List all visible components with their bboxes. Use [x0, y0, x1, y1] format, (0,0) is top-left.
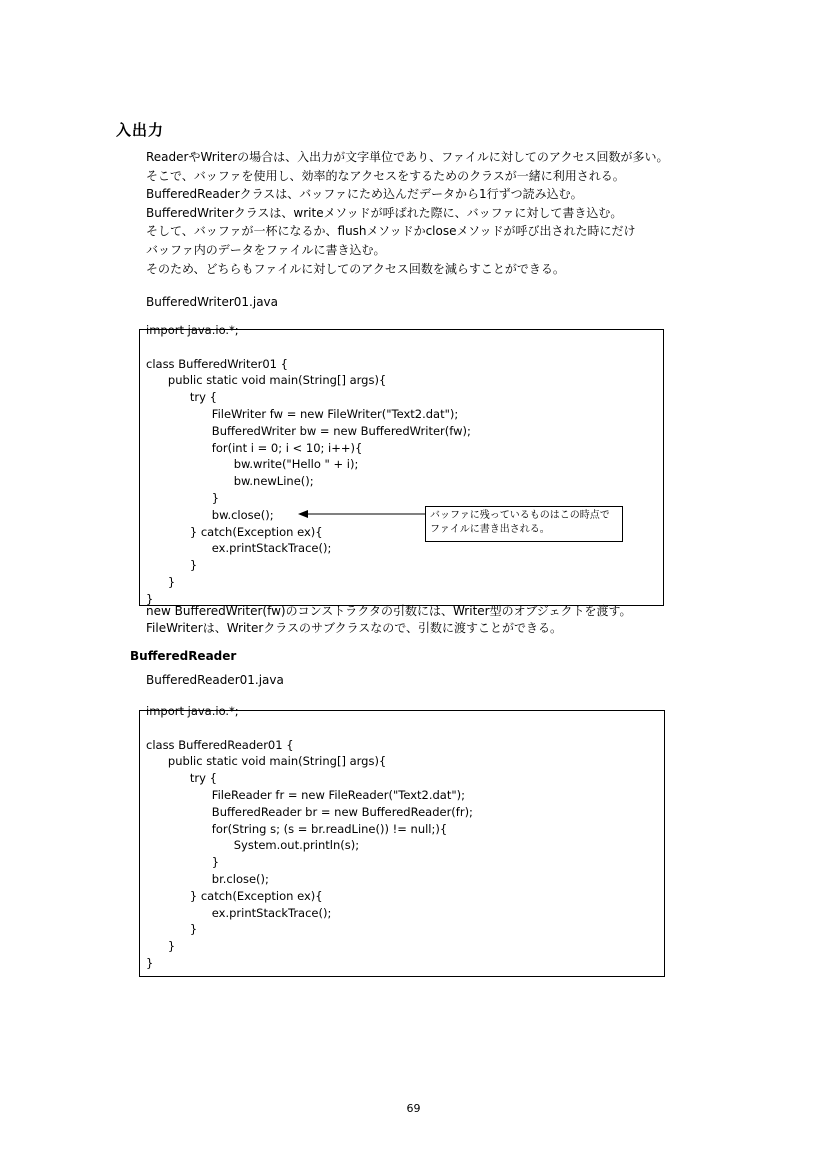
- code-line: try {: [146, 771, 217, 786]
- code-line: bw.write("Hello " + i);: [146, 457, 359, 472]
- page-number: 69: [406, 1102, 421, 1115]
- code-line: import java.io.*;: [146, 704, 239, 718]
- code-line: }: [146, 855, 220, 870]
- intro-line: そこで、バッファを使用し、効率的なアクセスをするためのクラスが一緒に利用される。: [146, 168, 625, 183]
- code-line: } catch(Exception ex){: [146, 888, 323, 903]
- code-line: public static void main(String[] args){: [146, 373, 387, 388]
- code-line: BufferedWriter bw = new BufferedWriter(fw);: [146, 423, 471, 438]
- intro-line: そのため、どちらもファイルに対してのアクセス回数を減らすことができる。: [146, 261, 565, 276]
- code-line: bw.newLine();: [146, 474, 314, 489]
- code-line: } catch(Exception ex){: [146, 524, 323, 539]
- code-line: ex.printStackTrace();: [146, 541, 332, 556]
- intro-line: BufferedReaderクラスは、バッファにため込んだデータから1行ずつ読み込む。: [146, 187, 583, 202]
- code-line: BufferedReader br = new BufferedReader(fr);: [146, 804, 473, 819]
- subsection-heading: BufferedReader: [130, 649, 237, 663]
- intro-line: そして、バッファが一杯になるか、flushメソッドかcloseメソッドが呼び出された時にだけ: [146, 224, 636, 239]
- code-line: class BufferedReader01 {: [146, 737, 294, 752]
- section-heading: 入出力: [116, 121, 165, 139]
- note-paragraph: [146, 603, 632, 637]
- code-line: FileReader fr = new FileReader("Text2.dat");: [146, 787, 466, 802]
- code-line: br.close();: [146, 871, 269, 886]
- code-line: for(int i = 0; i < 10; i++){: [146, 440, 363, 455]
- reader-code-block: [146, 703, 473, 972]
- code-line: try {: [146, 390, 217, 405]
- code-line: class BufferedWriter01 {: [146, 356, 288, 371]
- intro-line: ReaderやWriterの場合は、入出力が文字単位であり、ファイルに対してのアクセス回数が多い。: [146, 150, 669, 164]
- code-line: import java.io.*;: [146, 323, 239, 337]
- code-line: FileWriter fw = new FileWriter("Text2.dat");: [146, 406, 459, 421]
- annotation-line: バッファに残っているものはこの時点で: [430, 510, 610, 521]
- code-line: System.out.println(s);: [146, 838, 360, 853]
- code-line: public static void main(String[] args){: [146, 754, 387, 769]
- code-line: }: [146, 490, 220, 505]
- note-line: new BufferedWriter(fw)のコンストラクタの引数には、Writer型のオブジェクトを渡す。: [146, 604, 632, 618]
- writer-filename: BufferedWriter01.java: [146, 295, 278, 309]
- code-line: }: [146, 922, 198, 937]
- intro-line: バッファ内のデータをファイルに書き込む。: [146, 242, 386, 257]
- annotation-callout: [425, 506, 623, 542]
- code-line: }: [146, 558, 198, 573]
- intro-line: BufferedWriterクラスは、writeメソッドが呼ばれた際に、バッファに対して書き込む。: [146, 205, 623, 220]
- code-line: bw.close();: [146, 507, 274, 522]
- code-line: }: [146, 955, 154, 970]
- code-line: }: [146, 591, 154, 606]
- annotation-line: ファイルに書き出される。: [430, 524, 550, 535]
- reader-filename: BufferedReader01.java: [146, 673, 284, 687]
- code-line: for(String s; (s = br.readLine()) != null;){: [146, 821, 448, 836]
- code-line: }: [146, 939, 176, 954]
- arrow-head: [298, 510, 308, 518]
- code-line: ex.printStackTrace();: [146, 905, 332, 920]
- code-line: }: [146, 574, 176, 589]
- code-line: [146, 720, 473, 737]
- note-line: FileWriterは、Writerクラスのサブクラスなので、引数に渡すことができる。: [146, 621, 562, 635]
